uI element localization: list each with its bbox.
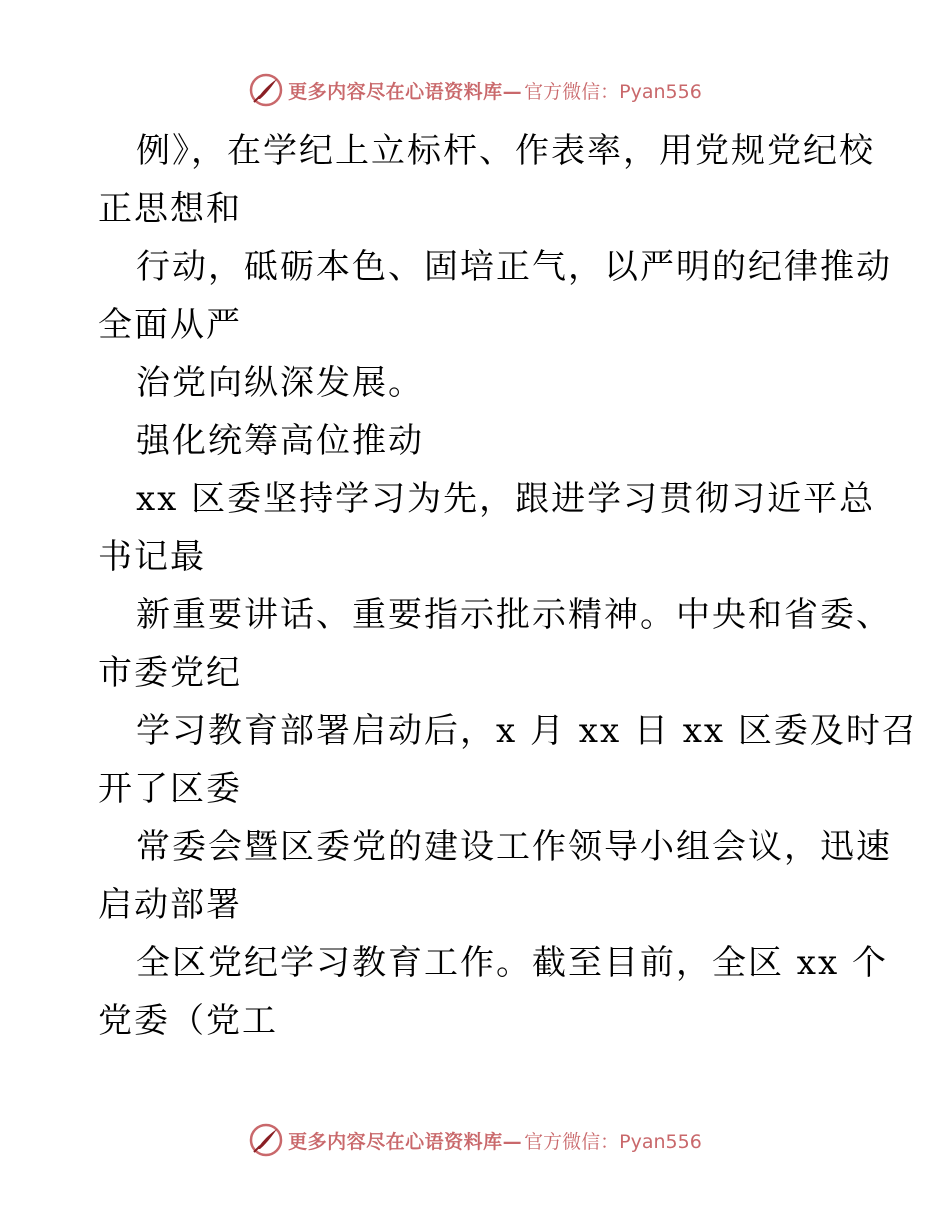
- text-line: 学习教育部署启动后，x 月 xx 日 xx 区委及时召: [136, 711, 918, 751]
- header-tagline: 更多内容尽在心语资料库—: [288, 80, 523, 103]
- text-line: 党委（党工: [98, 1001, 278, 1041]
- footer-tagline: 更多内容尽在心语资料库—: [288, 1130, 523, 1153]
- text-line: 正思想和: [98, 189, 242, 229]
- text-line: 治党向纵深发展。: [136, 363, 424, 403]
- text-line: 全区党纪学习教育工作。截至目前，全区 xx 个: [136, 943, 888, 983]
- document-body: [98, 122, 918, 1050]
- text-line: 启动部署: [98, 885, 242, 925]
- text-line: 全面从严: [98, 305, 242, 345]
- text-line: xx 区委坚持学习为先，跟进学习贯彻习近平总: [136, 479, 876, 519]
- quill-logo-icon: [248, 1122, 284, 1158]
- header-banner: [0, 68, 950, 112]
- text-line: 常委会暨区委党的建设工作领导小组会议，迅速: [136, 827, 892, 867]
- text-line: 例》，在学纪上立标杆、作表率，用党规党纪校: [136, 131, 875, 171]
- text-line: 书记最: [98, 537, 206, 577]
- text-line: 开了区委: [98, 769, 242, 809]
- quill-logo-icon: [248, 72, 284, 108]
- header-wechat-id: 官方微信：Pyan556: [524, 80, 702, 103]
- footer-banner: [0, 1118, 950, 1162]
- text-line: 行动，砥砺本色、固培正气，以严明的纪律推动: [136, 247, 892, 287]
- text-line: 市委党纪: [98, 653, 242, 693]
- footer-wechat-id: 官方微信：Pyan556: [524, 1130, 702, 1153]
- text-line: 新重要讲话、重要指示批示精神。中央和省委、: [136, 595, 892, 635]
- text-line: 强化统筹高位推动: [136, 421, 424, 461]
